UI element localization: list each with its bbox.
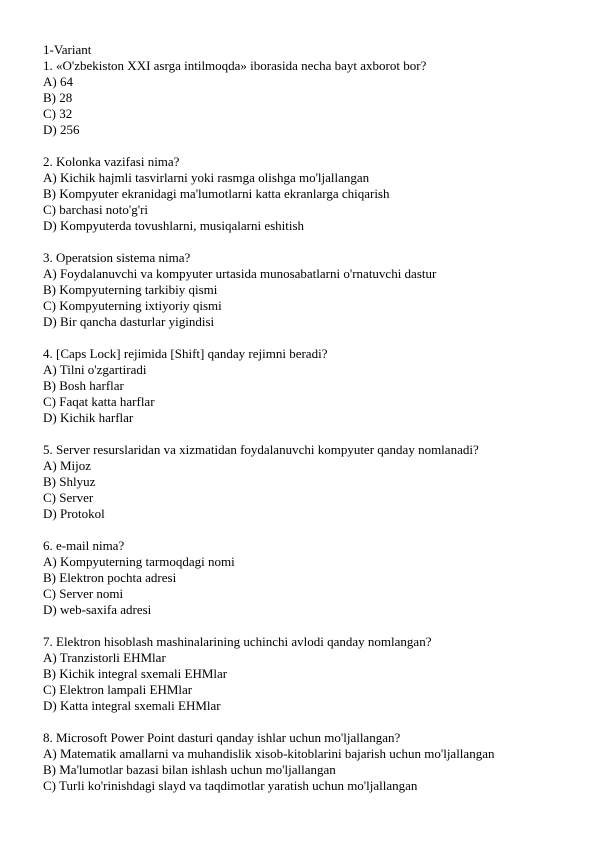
answer-option: A) Kichik hajmli tasvirlarni yoki rasmga olishga mo'ljallangan — [43, 170, 370, 185]
answer-option: A) Tilni o'zgartiradi — [43, 362, 147, 377]
spacer — [43, 714, 583, 730]
variant-heading: 1-Variant — [43, 42, 92, 57]
question-block — [43, 250, 583, 330]
question-text: 8. Microsoft Power Point dasturi qanday ishlar uchun mo'ljallangan? — [43, 730, 401, 745]
answer-option: A) Mijoz — [43, 458, 92, 473]
question-block — [43, 154, 583, 234]
question-text: 7. Elektron hisoblash mashinalarining uchinchi avlodi qanday nomlangan? — [43, 634, 432, 649]
answer-option: C) Faqat katta harflar — [43, 394, 155, 409]
question-block — [43, 58, 583, 138]
answer-option: B) Ma'lumotlar bazasi bilan ishlash uchun mo'ljallangan — [43, 762, 336, 777]
answer-option: B) Bosh harflar — [43, 378, 124, 393]
answer-option: C) Kompyuterning ixtiyoriy qismi — [43, 298, 222, 313]
answer-option: A) Tranzistorli EHMlar — [43, 650, 166, 665]
answer-option: D) Bir qancha dasturlar yigindisi — [43, 314, 215, 329]
answer-option: C) 32 — [43, 106, 73, 121]
answer-option: A) 64 — [43, 74, 73, 89]
answer-option: B) Kompyuterning tarkibiy qismi — [43, 282, 218, 297]
spacer — [43, 522, 583, 538]
spacer — [43, 618, 583, 634]
answer-option: D) 256 — [43, 122, 80, 137]
answer-option: C) Server nomi — [43, 586, 124, 601]
question-text: 3. Operatsion sistema nima? — [43, 250, 191, 265]
question-block — [43, 730, 583, 794]
answer-option: A) Foydalanuvchi va kompyuter urtasida munosabatlarni o'rnatuvchi dastur — [43, 266, 437, 281]
answer-option: A) Kompyuterning tarmoqdagi nomi — [43, 554, 235, 569]
answer-option: B) Shlyuz — [43, 474, 96, 489]
question-text: 5. Server resurslaridan va xizmatidan foydalanuvchi kompyuter qanday nomlanadi? — [43, 442, 479, 457]
question-block — [43, 442, 583, 522]
answer-option: C) Elektron lampali EHMlar — [43, 682, 193, 697]
question-text: 6. e-mail nima? — [43, 538, 125, 553]
answer-option: B) Kompyuter ekranidagi ma'lumotlarni katta ekranlarga chiqarish — [43, 186, 390, 201]
question-text: 2. Kolonka vazifasi nima? — [43, 154, 180, 169]
spacer — [43, 426, 583, 442]
question-block — [43, 634, 583, 714]
test-content — [43, 42, 583, 794]
answer-option: B) Kichik integral sxemali EHMlar — [43, 666, 228, 681]
answer-option: D) Kompyuterda tovushlarni, musiqalarni eshitish — [43, 218, 305, 233]
answer-option: B) 28 — [43, 90, 73, 105]
answer-option: C) Turli ko'rinishdagi slayd va taqdimotlar yaratish uchun mo'ljallangan — [43, 778, 418, 793]
answer-option: D) Katta integral sxemali EHMlar — [43, 698, 221, 713]
question-text: 1. «O'zbekiston XXI asrga intilmoqda» iborasida necha bayt axborot bor? — [43, 58, 427, 73]
answer-option: C) Server — [43, 490, 94, 505]
spacer — [43, 330, 583, 346]
spacer — [43, 138, 583, 154]
answer-option: A) Matematik amallarni va muhandislik xisob-kitoblarini bajarish uchun mo'ljallangan — [43, 746, 495, 761]
answer-option: C) barchasi noto'g'ri — [43, 202, 149, 217]
question-text: 4. [Caps Lock] rejimida [Shift] qanday rejimni beradi? — [43, 346, 328, 361]
spacer — [43, 234, 583, 250]
answer-option: D) web-saxifa adresi — [43, 602, 152, 617]
answer-option: D) Kichik harflar — [43, 410, 134, 425]
question-block — [43, 346, 583, 426]
answer-option: B) Elektron pochta adresi — [43, 570, 177, 585]
answer-option: D) Protokol — [43, 506, 105, 521]
question-block — [43, 538, 583, 618]
